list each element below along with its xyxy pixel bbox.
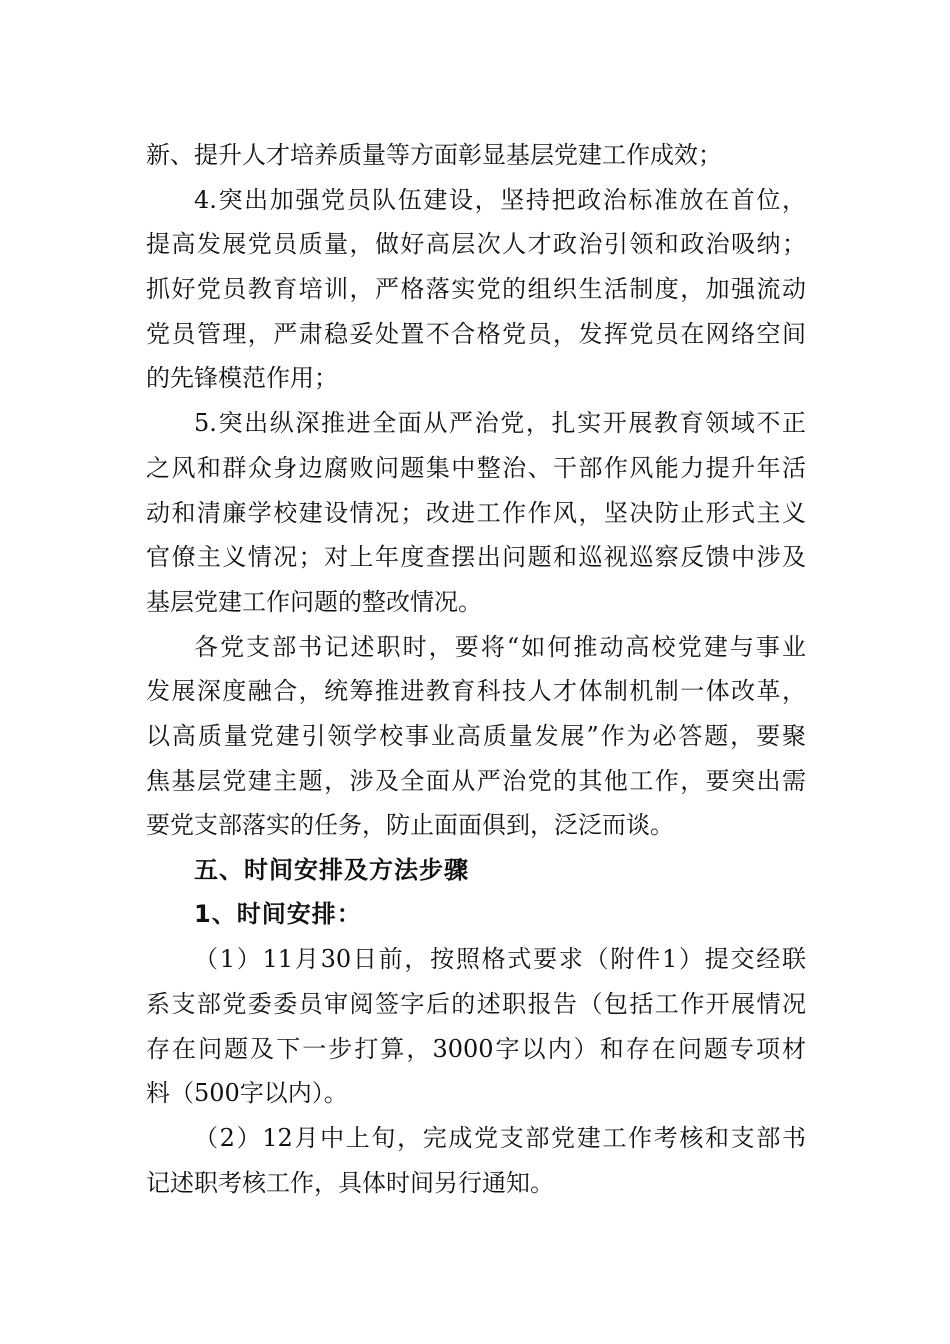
paragraph-line: 的先锋模范作用； bbox=[146, 364, 338, 392]
paragraph-line: 抓好党员教育培训，严格落实党的组织生活制度，加强流动 bbox=[146, 275, 806, 303]
section-heading: 五、时间安排及方法步骤 bbox=[194, 856, 469, 884]
paragraph-line: 各党支部书记述职时，要将“如何推动高校党建与事业 bbox=[194, 633, 806, 661]
paragraph-line: 动和清廉学校建设情况；改进工作作风，坚决防止形式主义 bbox=[146, 499, 806, 527]
paragraph-line: 4.突出加强党员队伍建设，坚持把政治标准放在首位， bbox=[194, 186, 806, 214]
paragraph-line: 发展深度融合，统筹推进教育科技人才体制机制一体改革， bbox=[146, 677, 806, 705]
paragraph-line: 之风和群众身边腐败问题集中整治、干部作风能力提升年活 bbox=[146, 454, 806, 482]
list-item-line: 料（500字以内）。 bbox=[146, 1079, 348, 1107]
paragraph-line: 要党支部落实的任务，防止面面俱到，泛泛而谈。 bbox=[146, 811, 674, 839]
paragraph-line: 以高质量党建引领学校事业高质量发展”作为必答题，要聚 bbox=[146, 722, 806, 750]
list-item-line: 记述职考核工作，具体时间另行通知。 bbox=[146, 1169, 554, 1197]
paragraph-line: 焦基层党建主题，涉及全面从严治党的其他工作，要突出需 bbox=[146, 767, 806, 795]
paragraph-line: 官僚主义情况；对上年度查摆出问题和巡视巡察反馈中涉及 bbox=[146, 543, 806, 571]
sub-heading: 1、时间安排： bbox=[194, 900, 362, 928]
paragraph-line: 基层党建工作问题的整改情况。 bbox=[146, 588, 482, 616]
paragraph-line: 5.突出纵深推进全面从严治党，扎实开展教育领域不正 bbox=[194, 409, 806, 437]
list-item-line: （1）11月30日前，按照格式要求（附件1）提交经联 bbox=[194, 945, 806, 973]
paragraph-line: 党员管理，严肃稳妥处置不合格党员，发挥党员在网络空间 bbox=[146, 320, 806, 348]
paragraph-line: 提高发展党员质量，做好高层次人才政治引领和政治吸纳； bbox=[146, 230, 806, 258]
paragraph-line: 新、提升人才培养质量等方面彰显基层党建工作成效； bbox=[146, 141, 722, 169]
list-item-line: 系支部党委委员审阅签字后的述职报告（包括工作开展情况 bbox=[146, 990, 806, 1018]
list-item-line: （2）12月中上旬，完成党支部党建工作考核和支部书 bbox=[194, 1124, 806, 1152]
list-item-line: 存在问题及下一步打算，3000字以内）和存在问题专项材 bbox=[146, 1035, 806, 1063]
